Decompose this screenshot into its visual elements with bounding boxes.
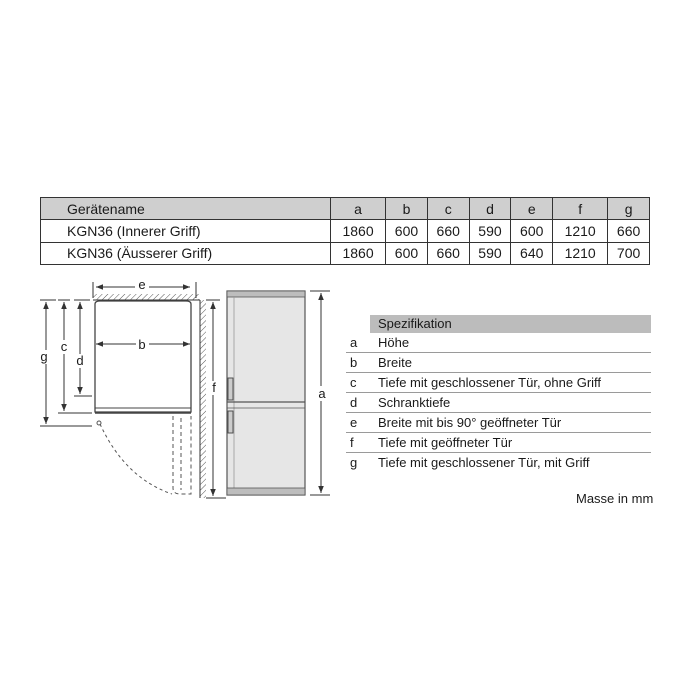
label-g: g: [40, 349, 48, 364]
label-c: c: [60, 339, 68, 354]
value-cell: 1210: [553, 220, 608, 242]
value-cell: 660: [608, 220, 650, 242]
model-name-cell: KGN36 (Innerer Griff): [41, 220, 331, 242]
legend-text: Breite mit bis 90° geöffneter Tür: [378, 415, 562, 430]
lower-handle: [228, 411, 233, 433]
value-cell: 600: [386, 220, 428, 242]
value-cell: 700: [608, 242, 650, 264]
header-cell: Gerätename: [41, 198, 331, 220]
value-cell: 590: [469, 242, 511, 264]
value-cell: 600: [511, 220, 553, 242]
unit-note: Masse in mm: [576, 491, 654, 506]
value-cell: 640: [511, 242, 553, 264]
legend-text: Tiefe mit geöffneter Tür: [378, 435, 513, 450]
legend-item: [346, 373, 651, 393]
value-cell: 1860: [331, 220, 386, 242]
header-cell: c: [427, 198, 469, 220]
label-e: e: [138, 277, 146, 292]
label-b: b: [138, 337, 146, 352]
specification-legend: [346, 315, 651, 472]
value-cell: 600: [386, 242, 428, 264]
header-cell: g: [608, 198, 650, 220]
legend-item: [346, 333, 651, 353]
legend-item: [346, 453, 651, 472]
legend-letter: d: [350, 395, 358, 410]
legend-text: Höhe: [378, 335, 410, 350]
legend-text: Tiefe mit geschlossener Tür, mit Griff: [378, 455, 590, 470]
legend-item: [346, 353, 651, 373]
value-cell: 1210: [553, 242, 608, 264]
value-cell: 1860: [331, 242, 386, 264]
label-a: a: [318, 386, 326, 401]
header-cell: e: [511, 198, 553, 220]
legend-text: Breite: [378, 355, 412, 370]
model-name-cell: KGN36 (Äusserer Griff): [41, 242, 331, 264]
legend-letter: b: [350, 355, 358, 370]
legend-text: Schranktiefe: [378, 395, 451, 410]
label-d: d: [76, 353, 84, 368]
header-cell: d: [469, 198, 511, 220]
legend-item: [346, 413, 651, 433]
legend-title: Spezifikation: [370, 315, 651, 333]
header-cell: b: [386, 198, 428, 220]
legend-letter: c: [350, 375, 357, 390]
legend-letter: e: [350, 415, 358, 430]
header-cell: a: [331, 198, 386, 220]
fridge-side-view: [227, 291, 305, 495]
wall-hatch-top: [93, 294, 199, 300]
legend-item: [346, 393, 651, 413]
upper-handle: [228, 378, 233, 400]
legend-letter: f: [350, 435, 354, 450]
label-f: f: [212, 380, 216, 395]
value-cell: 660: [427, 220, 469, 242]
legend-letter: a: [350, 335, 358, 350]
value-cell: 590: [469, 220, 511, 242]
legend-letter: g: [350, 455, 358, 470]
value-cell: 660: [427, 242, 469, 264]
legend-item: [346, 433, 651, 453]
wall-hatch-side: [200, 300, 206, 498]
legend-text: Tiefe mit geschlossener Tür, ohne Griff: [378, 375, 602, 390]
header-cell: f: [553, 198, 608, 220]
fridge-top-view: [95, 301, 191, 494]
